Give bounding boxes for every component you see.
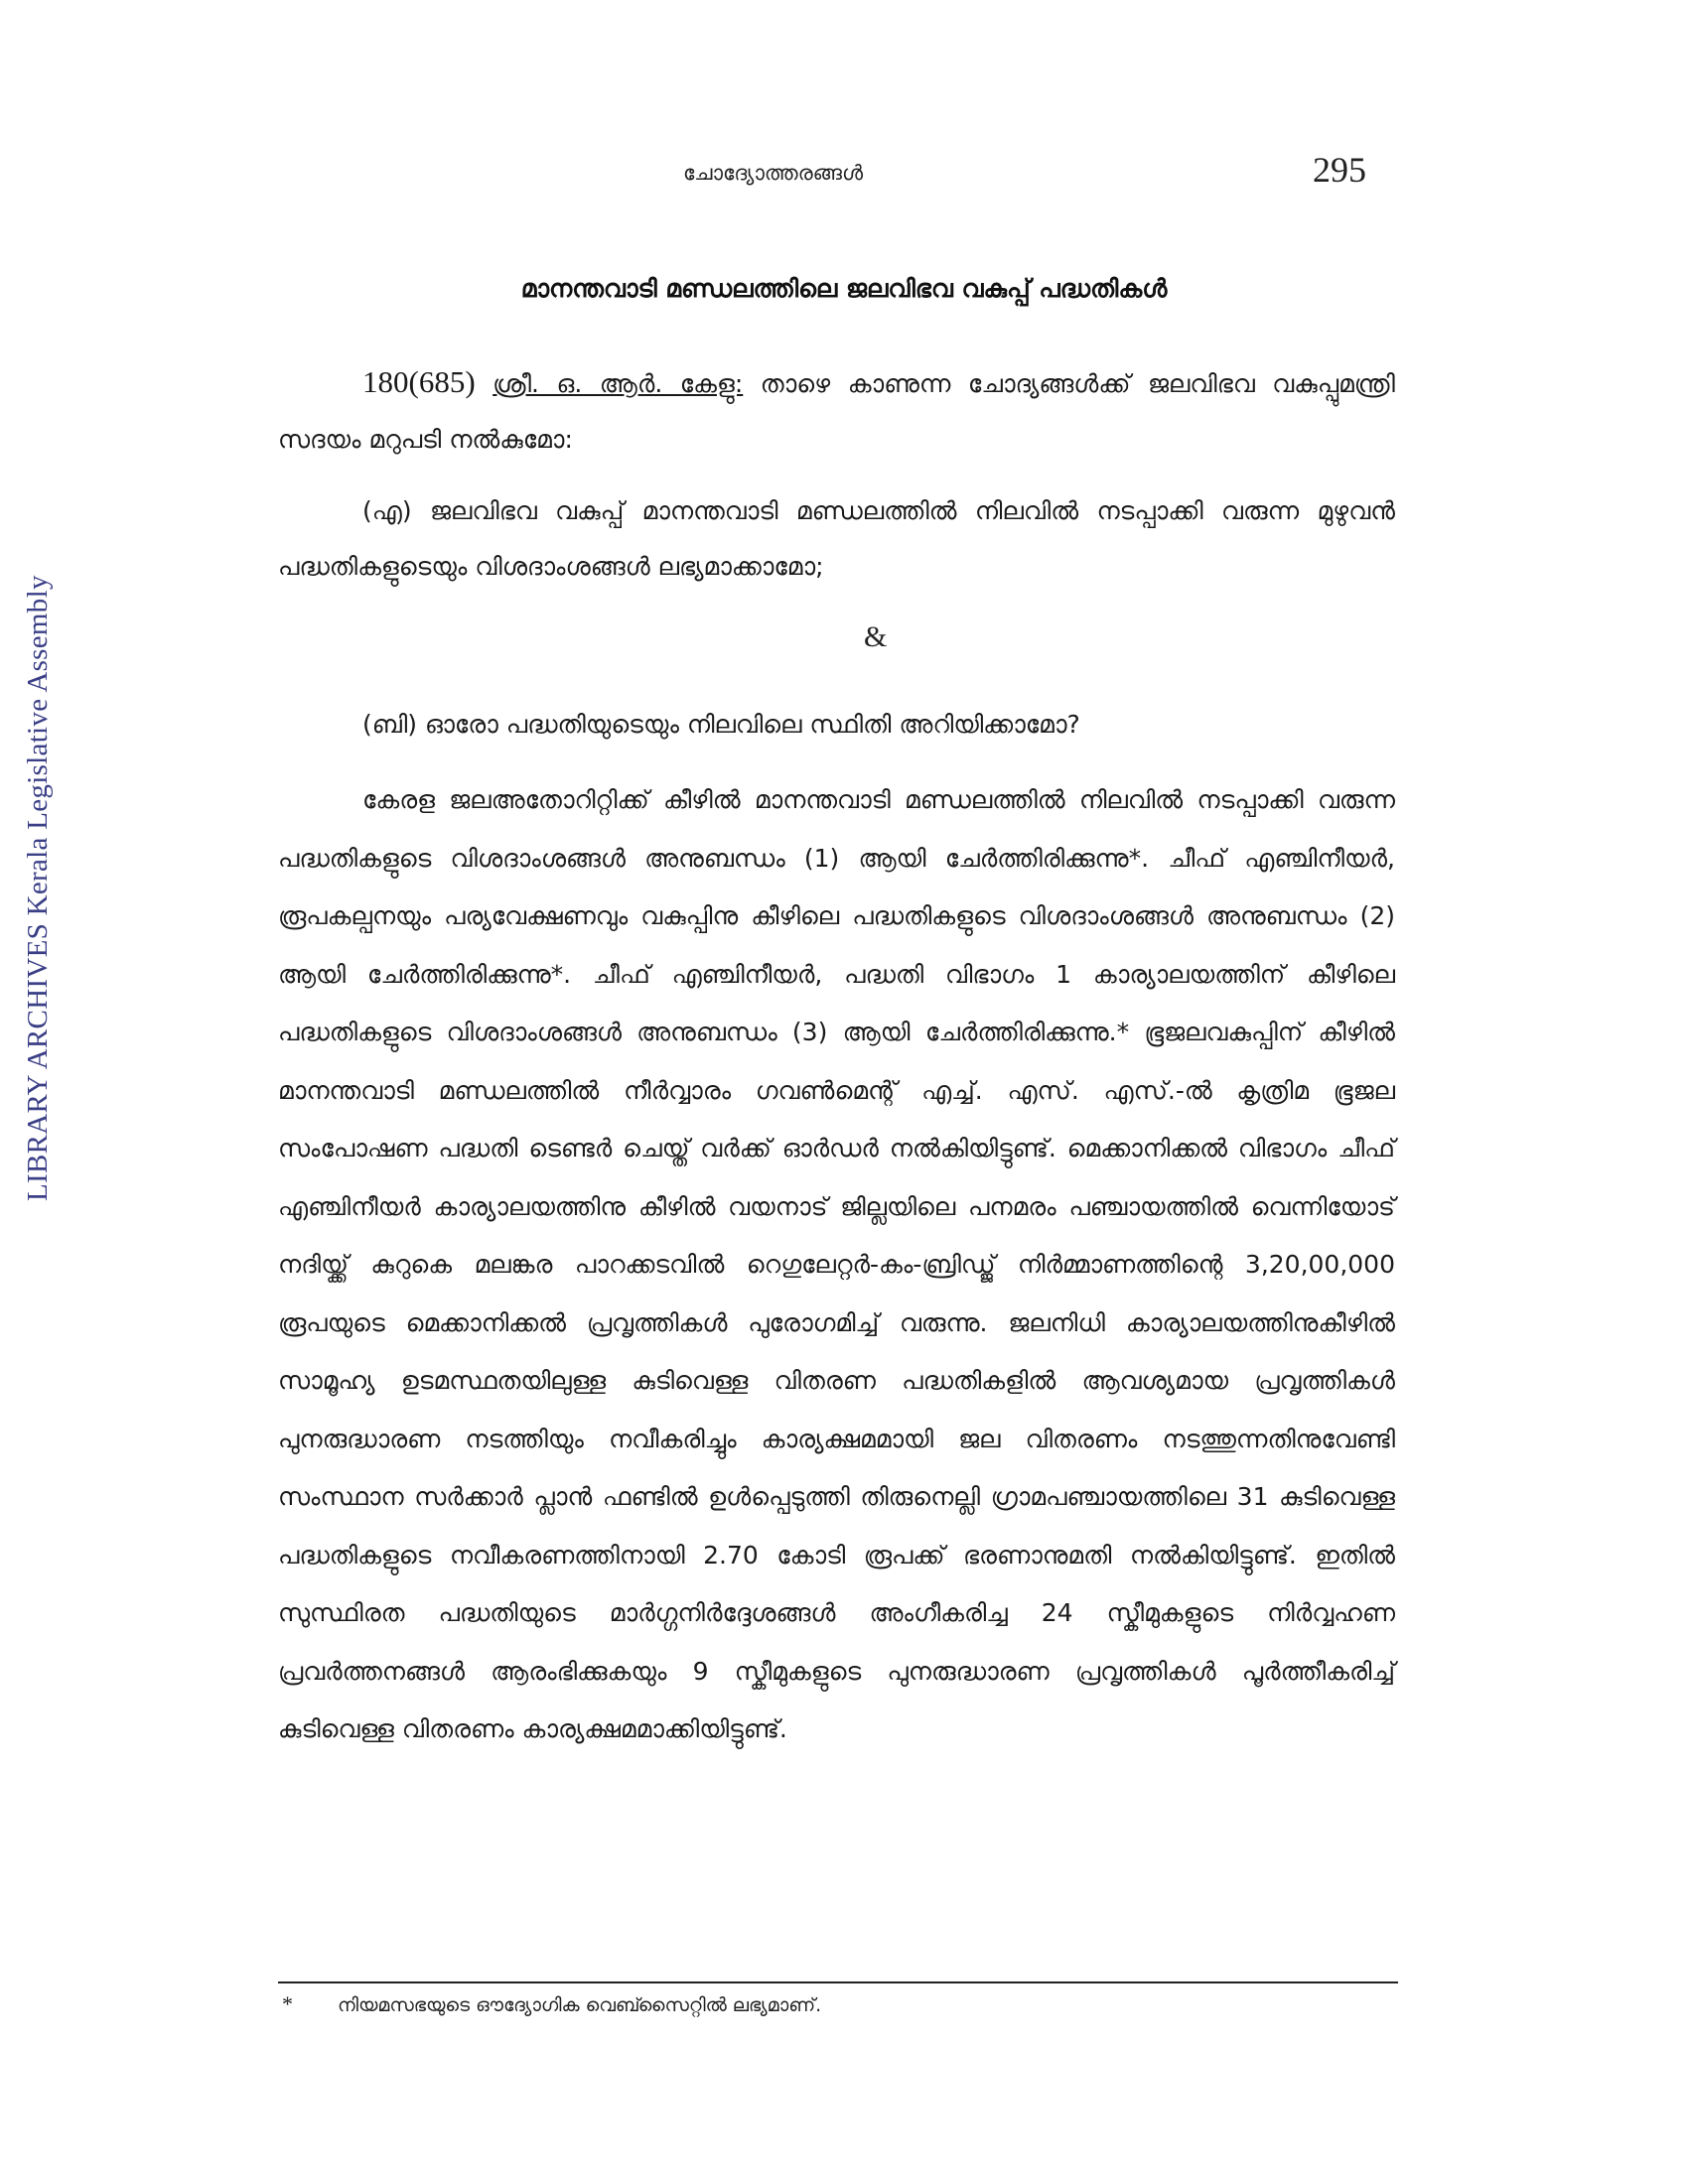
question-heading: മാനന്തവാടി മണ്ഡലത്തിലെ ജലവിഭവ വകുപ്പ് പദ്ധതികൾ [520, 274, 1168, 303]
running-head: ചോദ്യോത്തരങ്ങൾ [683, 161, 864, 185]
question-intro-text: താഴെ കാണുന്ന ചോദ്യങ്ങൾക്ക് ജലവിഭവ വകുപ്പുമന്ത്രി സദയം മറുപടി നൽകുമോ: [278, 369, 1395, 454]
question-number: 180(685) [362, 364, 476, 399]
footnote-divider [278, 1981, 1398, 1983]
answer-paragraph: കേരള ജലഅതോറിറ്റിക്ക് കീഴിൽ മാനന്തവാടി മണ്ഡലത്തിൽ നിലവിൽ നടപ്പാക്കി വരുന്ന പദ്ധതികളുടെ വിശദാംശങ്ങൾ അനുബന്ധം (1) ആയി ചേർത്തിരിക്കുന്നു*. ചീഫ് എഞ്ചിനീയർ, രൂപകല്പനയും പര്യവേക്ഷണവും വകുപ്പിനു കീഴിലെ പദ്ധതികളുടെ വിശദാംശങ്ങൾ അനുബന്ധം (2) ആയി ചേർത്തിരിക്കുന്നു*. ചീഫ് എഞ്ചിനീയർ, പദ്ധതി വിഭാഗം 1 കാര്യാലയത്തിന് കീഴിലെ പദ്ധതികളുടെ വിശദാംശങ്ങൾ അനുബന്ധം (3) ആയി ചേർത്തിരിക്കുന്നു.* ഭൂജലവകുപ്പിന് കീഴിൽ മാനന്തവാടി മണ്ഡലത്തിൽ നീർവ്വാരം ഗവൺമെന്റ് എച്ച്. എസ്. എസ്.-ൽ കൃത്രിമ ഭൂജല സംപോഷണ പദ്ധതി ടെണ്ടർ ചെയ്ത് വർക്ക് ഓർഡർ നൽകിയിട്ടുണ്ട്. മെക്കാനിക്കൽ വിഭാഗം ചീഫ് എഞ്ചിനീയർ കാര്യാലയത്തിനു കീഴിൽ വയനാട് ജില്ലയിലെ പനമരം പഞ്ചായത്തിൽ വെന്നിയോട് നദിയ്ക്ക് കുറുകെ മലങ്കര പാറക്കടവിൽ റെഗുലേറ്റർ-കം-ബ്രിഡ്ജ് നിർമ്മാണത്തിന്റെ 3,20,00,000 രൂപയുടെ മെക്കാനിക്കൽ പ്രവൃത്തികൾ പുരോഗമിച്ച് വരുന്നു. ജലനിധി കാര്യാലയത്തിനുകീഴിൽ സാമൂഹ്യ ഉടമസ്ഥതയിലുള്ള കുടിവെള്ള വിതരണ പദ്ധതികളിൽ ആവശ്യമായ പ്രവൃത്തികൾ പുനരുദ്ധാരണ നടത്തിയും നവീകരിച്ചും കാര്യക്ഷമമായി ജല വിതരണം നടത്തുന്നതിനുവേണ്ടി സംസ്ഥാന സർക്കാർ പ്ലാൻ ഫണ്ടിൽ ഉൾപ്പെടുത്തി തിരുനെല്ലി ഗ്രാമപഞ്ചായത്തിലെ 31 കുടിവെള്ള പദ്ധതികളുടെ നവീകരണത്തിനായി 2.70 കോടി രൂപക്ക് ഭരണാനുമതി നൽകിയിട്ടുണ്ട്. ഇതിൽ സുസ്ഥിരത പദ്ധതിയുടെ മാർഗ്ഗനിർദ്ദേശങ്ങൾ അംഗീകരിച്ച 24 സ്കീമുകളുടെ നിർവ്വഹണ പ്രവർത്തനങ്ങൾ ആരംഭിക്കുകയും 9 സ്കീമുകളുടെ പുനരുദ്ധാരണ പ്രവൃത്തികൾ പൂർത്തീകരിച്ച് കുടിവെള്ള വിതരണം കാര്യക്ഷമമാക്കിയിട്ടുണ്ട്. [278, 785, 1395, 1743]
archive-watermark: LIBRARY ARCHIVES Kerala Legislative Assembly [22, 575, 54, 1201]
question-part-b: (ബി) ഓരോ പദ്ധതിയുടെയും നിലവിലെ സ്ഥിതി അറിയിക്കാമോ? [362, 710, 1080, 739]
page-number: 295 [1313, 150, 1366, 190]
question-part-a: (എ) ജലവിഭവ വകുപ്പ് മാനന്തവാടി മണ്ഡലത്തിൽ നിലവിൽ നടപ്പാക്കി വരുന്ന മുഴുവൻ പദ്ധതികളുടെയും വിശദാംശങ്ങൾ ലഭ്യമാക്കാമോ; [278, 496, 1395, 581]
member-name: ശ്രീ. ഒ. ആർ. കേളു: [492, 369, 744, 398]
footnote-marker: * [282, 1991, 293, 2016]
footnote-text: നിയമസഭയുടെ ഔദ്യോഗിക വെബ്സൈറ്റിൽ ലഭ്യമാണ്. [338, 1994, 822, 2016]
ampersand-separator: & [864, 620, 888, 653]
question-intro [278, 354, 1395, 468]
footnote [282, 1991, 821, 2017]
